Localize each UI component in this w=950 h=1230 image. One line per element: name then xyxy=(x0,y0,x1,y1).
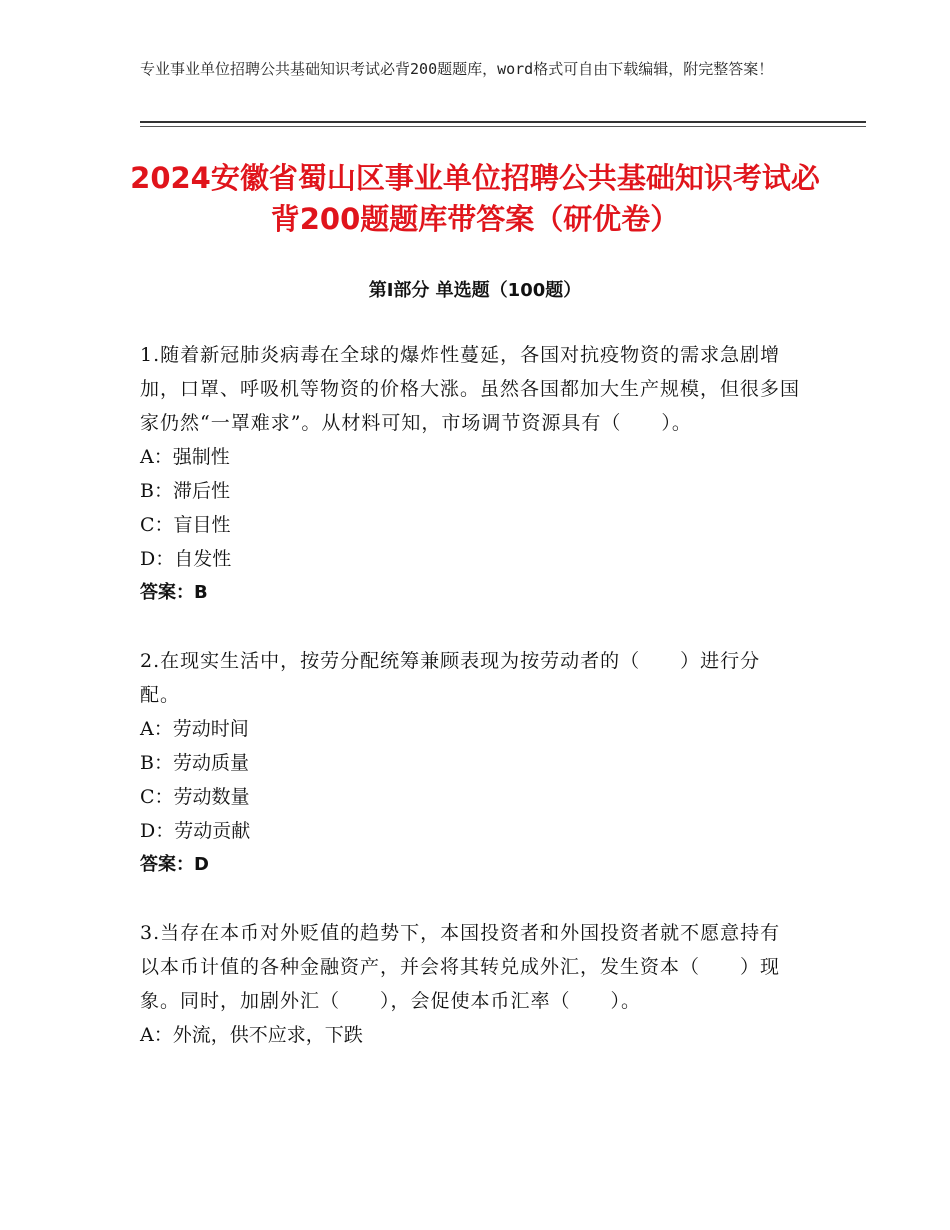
question-3 xyxy=(140,916,800,1052)
header-note: 专业事业单位招聘公共基础知识考试必背200题题库，word格式可自由下载编辑，附完整答案！ xyxy=(140,60,774,78)
question-stem: 1.随着新冠肺炎病毒在全球的爆炸性蔓延，各国对抗疫物资的需求急剧增加，口罩、呼吸机等物资的价格大涨。虽然各国都加大生产规模，但很多国家仍然“一罩难求”。从材料可知，市场调节资源具有（ ）。 xyxy=(140,344,801,434)
header-rule-thick xyxy=(140,121,866,123)
option-d: D：劳动贡献 xyxy=(140,820,251,842)
option-a: A：强制性 xyxy=(140,446,230,468)
question-1 xyxy=(140,338,800,610)
question-list xyxy=(140,338,800,1086)
option-d: D：自发性 xyxy=(140,548,232,570)
header-rule-thin xyxy=(140,126,866,127)
question-stem: 2.在现实生活中，按劳分配统筹兼顾表现为按劳动者的（ ）进行分配。 xyxy=(140,650,761,706)
section-title: 第Ⅰ部分 单选题（100题） xyxy=(368,280,582,301)
option-b: B：劳动质量 xyxy=(140,752,249,774)
question-2 xyxy=(140,644,800,882)
option-a: A：劳动时间 xyxy=(140,718,249,740)
option-c: C：劳动数量 xyxy=(140,786,250,808)
option-c: C：盲目性 xyxy=(140,514,231,536)
answer: 答案：B xyxy=(140,582,208,603)
answer: 答案：D xyxy=(140,854,209,875)
document-title: 2024安徽省蜀山区事业单位招聘公共基础知识考试必背200题题库带答案（研优卷） xyxy=(130,161,820,236)
option-a: A：外流，供不应求，下跌 xyxy=(140,1024,363,1046)
option-b: B：滞后性 xyxy=(140,480,230,502)
question-stem: 3.当存在本币对外贬值的趋势下，本国投资者和外国投资者就不愿意持有以本币计值的各种金融资产，并会将其转兑成外汇，发生资本（ ）现象。同时，加剧外汇（ ），会促使本币汇率（ ）。 xyxy=(140,922,781,1012)
